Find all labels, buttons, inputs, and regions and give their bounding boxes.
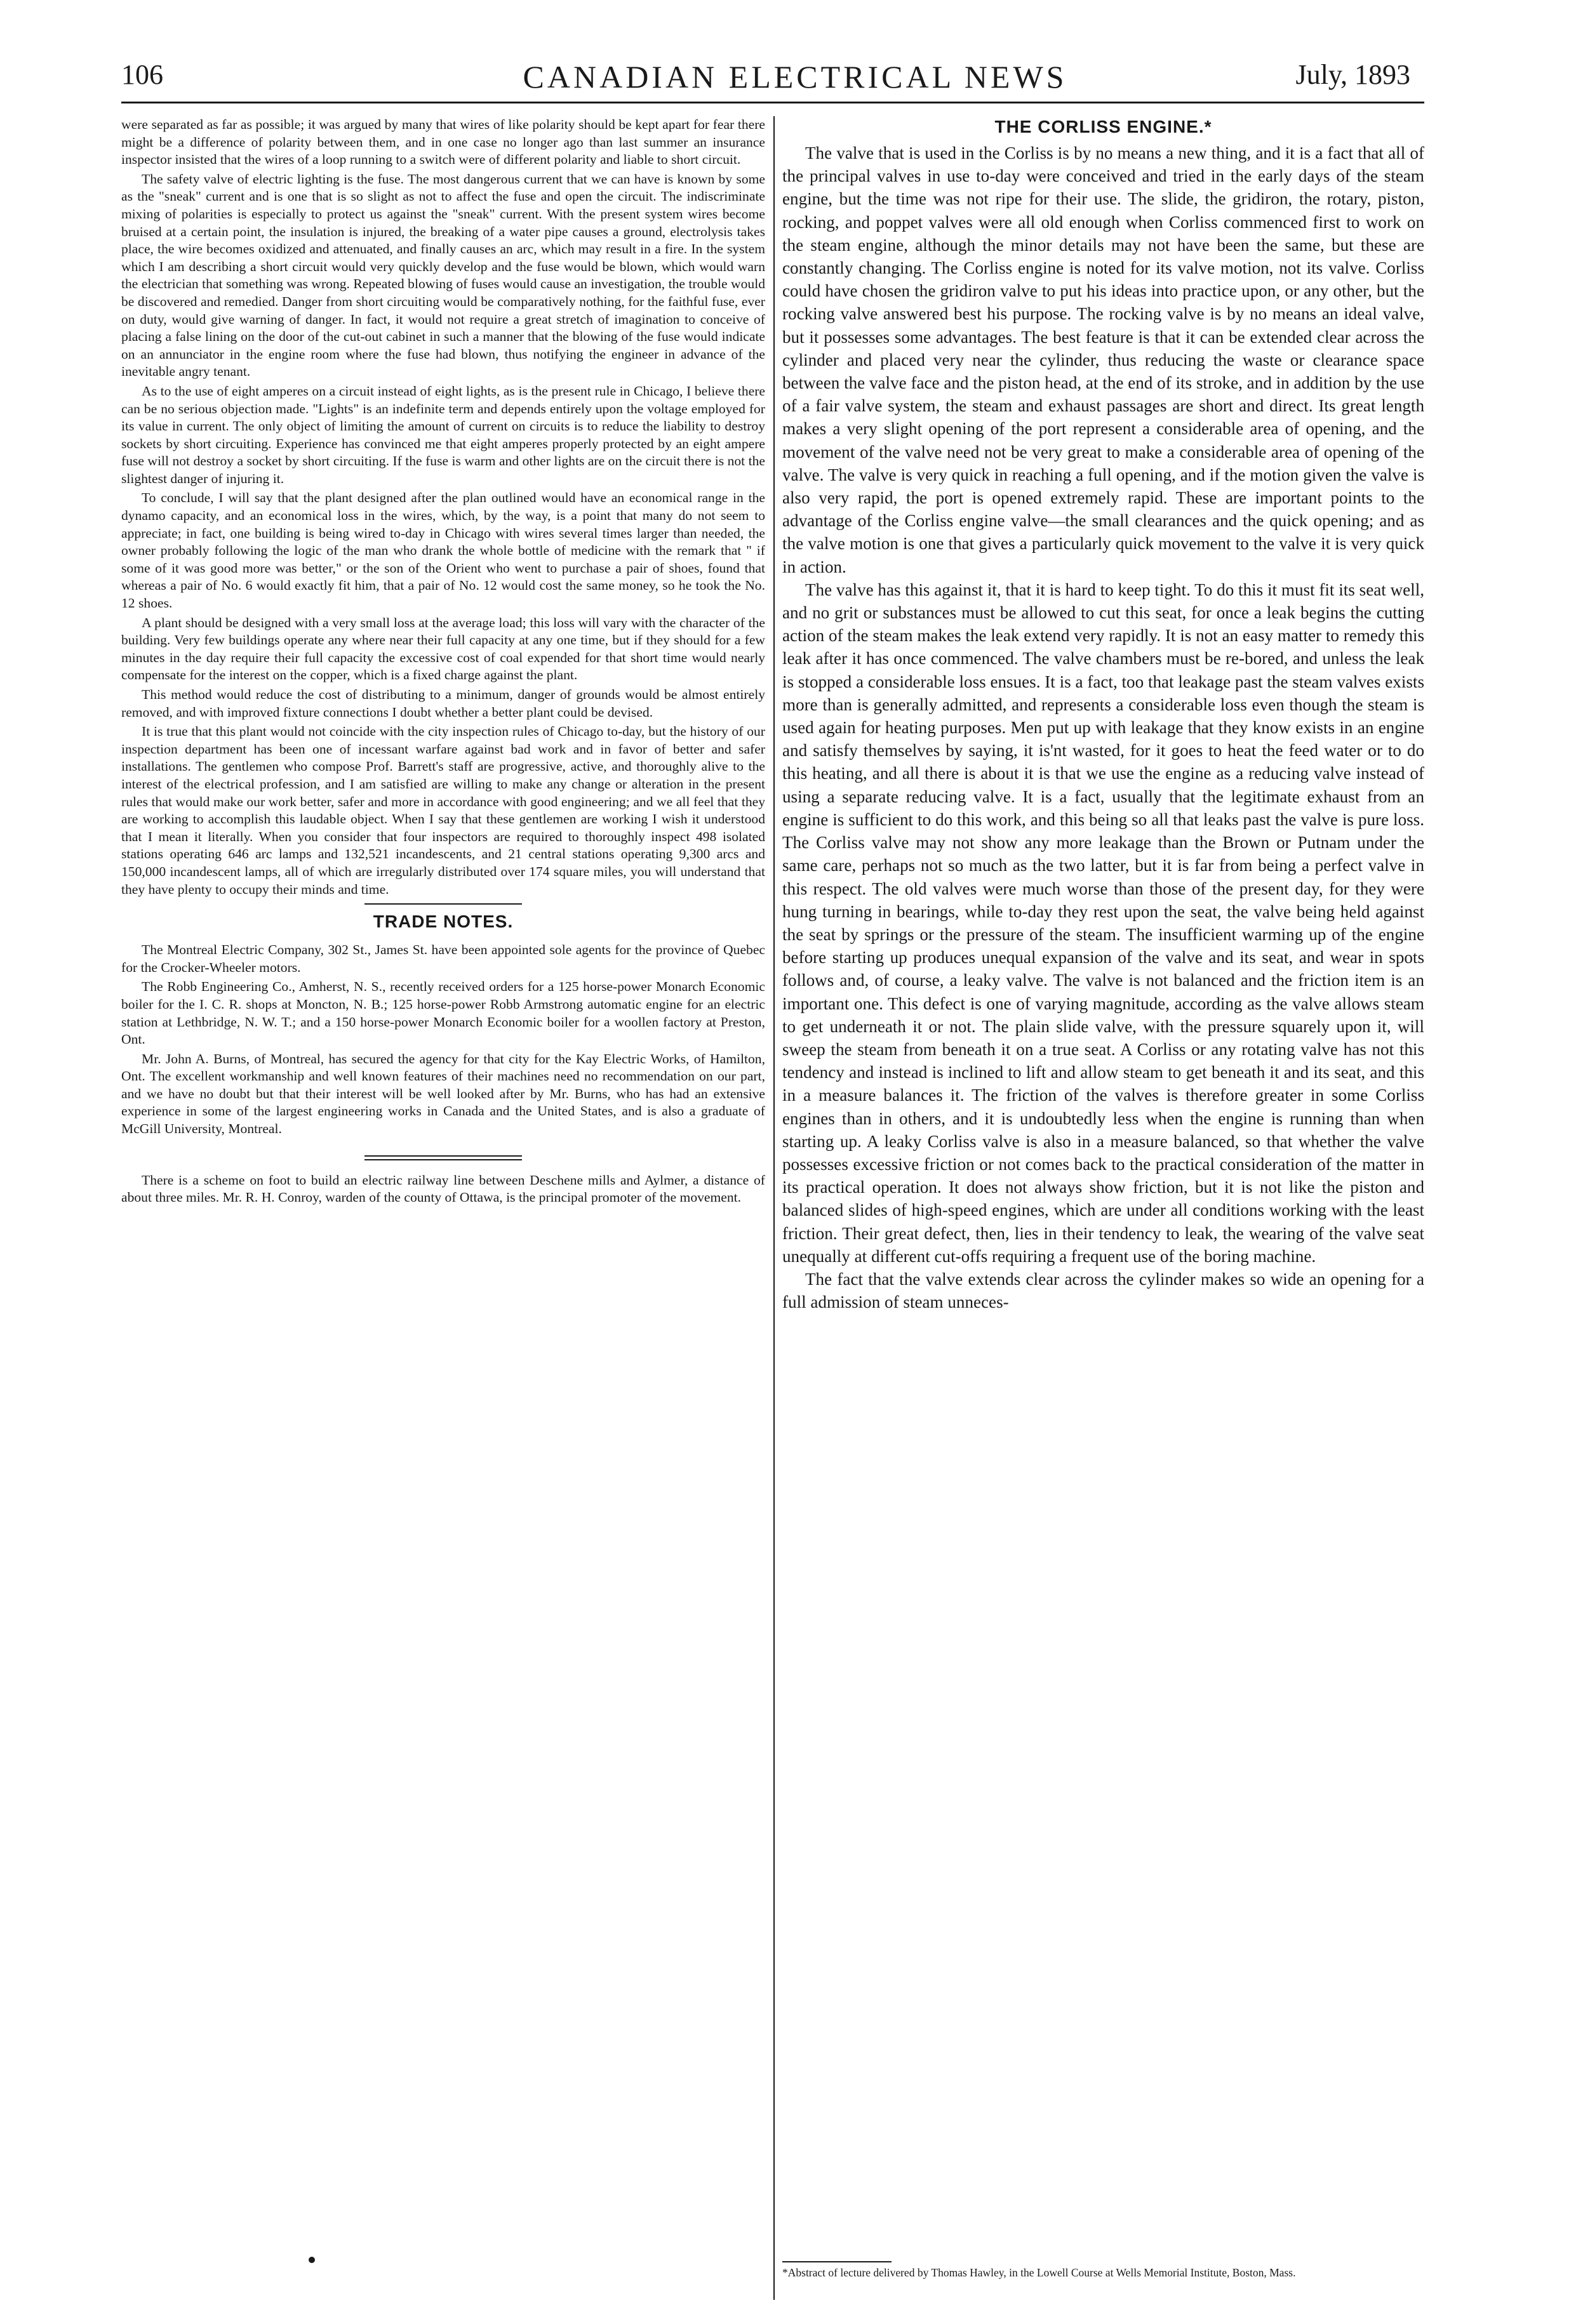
header-rule	[121, 102, 1424, 103]
article-paragraph: The fact that the valve extends clear across the cylinder makes so wide an opening for a full admission of steam unneces-	[782, 1269, 1424, 1312]
left-paragraph: A plant should be designed with a very small loss at the average load; this loss will vary with the character of the building. Very few buildings operate any where near their full capacity at any one time, but if they should for a few minutes in the day require their full capacity the excessive cost of coal expended for that short time would nearly compensate for the interest on the copper, which is a fixed charge against the plant.	[121, 614, 765, 683]
print-speck	[309, 2257, 315, 2263]
footnote-rule	[782, 2261, 892, 2262]
right-column	[782, 116, 1424, 1313]
left-paragraph: It is true that this plant would not coincide with the city inspection rules of Chicago to-day, but the history of our inspection department has been one of incessant warfare against bad work and in favor of better and safer installations. The gentlemen who compose Prof. Barrett's staff are progressive, active, and thoroughly alive to the interest of the electrical profession, and I am satisfied are willing to make any change or alteration in the present rules that would make our work better, safer and more in accordance with good engineering; and we all feel that they are working to accomplish this laudable object. When I say that these gentlemen are working I wish it understood that I mean it literally. When you consider that four inspectors are required to thoroughly inspect 498 isolated stations operating 646 arc lamps and 132,521 incandescents, and 21 central stations operating 9,300 arcs and 150,000 incandescent lamps, all of which are irregularly distributed over 174 square miles, you will understand that they have plenty to occupy their minds and time.	[121, 724, 765, 897]
left-paragraph: As to the use of eight amperes on a circuit instead of eight lights, as is the present rule in Chicago, I believe there can be no serious objection made. "Lights" is an indefinite term and depends entirely upon the voltage employed for its value in current. The only object of limiting the amount of current on circuits is to reduce the liability to destroy sockets by short circuiting. Experience has convinced me that eight amperes properly protected by an eight ampere fuse will not destroy a socket by short circuiting. If the fuse is warm and other lights are on the circuit there is not the slightest danger of injuring it.	[121, 383, 765, 486]
trade-note: The Robb Engineering Co., Amherst, N. S., recently received orders for a 125 horse-power Monarch Economic boiler for the I. C. R. shops at Moncton, N. B.; 125 horse-power Robb Armstrong automatic engine for an electric station at Lethbridge, N. W. T.; and a 150 horse-power Monarch Economic boiler for a woollen factory at Preston, Ont.	[121, 979, 765, 1047]
left-paragraph: The safety valve of electric lighting is the fuse. The most dangerous current that we can have is known by some as the "sneak" current and is one that is so slight as not to affect the fuse and open the circuit. The indiscriminate mixing of polarities is especially to protect us against the "sneak" current. With the present system wires become bruised at a certain point, the insulation is injured, the breaking of a water pipe causes a ground, electrolysis takes place, the wire becomes oxidized and attenuated, and finally causes an arc, which may result in a fire. In the system which I am describing a short circuit would very quickly develop and the fuse would be blown, which would warn the electrician that something was wrong. Repeated blowing of fuses would cause an investigation, the trouble would be discovered and remedied. Danger from short circuiting would be comparatively nothing, for the faithful fuse, ever on duty, would give warning of danger. In fact, it would not require a great stretch of imagination to conceive of placing a false lining on the door of the cut-out cabinet in such a manner that the blowing of the fuse would indicate on an annunciator in the engine room where the fuse had blown, thus notifying the engineer in advance of the inevitable angry tenant.	[121, 171, 765, 380]
column-divider	[773, 116, 775, 2300]
article-paragraph: The valve that is used in the Corliss is by no means a new thing, and it is a fact that all of the principal valves in use to-day were conceived and tried in the early days of the steam engine, but the time was not ripe for their use. The slide, the gridiron, the rotary, piston, rocking, and poppet valves were all old enough when Corliss commenced first to work on the steam engine, although the minor details may not have been the same, but these are constantly changing. The Corliss engine is noted for its valve motion, not its valve. Corliss could have chosen the gridiron valve to put his ideas into practice upon, or any other, but the rocking valve answered best his purpose. The rocking valve is by no means an ideal valve, but it possesses some advantages. The best feature is that it can be extended clear across the cylinder and placed very near the cylinder, thus reducing the waste or clearance space between the valve face and the piston head, at the end of its stroke, and in addition by the use of a fair valve system, the steam and exhaust passages are short and direct. Its great length makes a very slight opening of the port represent a considerable area of opening, and the movement of the valve need not be very great to make a considerable area of opening of the valve. The valve is very quick in reaching a full opening, and if the motion given the valve is also very rapid, the port is opened extremely rapid. These are important points to the advantage of the Corliss engine valve—the small clearances and the quick opening; and as the valve motion is one that gives a particularly quick movement to the valve it is very quick in action.	[782, 143, 1424, 576]
double-rule	[364, 1155, 522, 1160]
trade-notes-title: TRADE NOTES.	[373, 912, 514, 932]
left-column	[121, 116, 765, 1209]
page-number: 106	[121, 59, 163, 90]
section-rule	[364, 903, 522, 905]
masthead: CANADIAN ELECTRICAL NEWS	[523, 59, 1067, 95]
issue-date: July, 1893	[1295, 59, 1410, 90]
left-paragraph: This method would reduce the cost of distributing to a minimum, danger of grounds would be almost entirely removed, and with improved fixture connections I doubt whether a better plant could be devised.	[121, 687, 765, 720]
left-paragraph: were separated as far as possible; it was argued by many that wires of like polarity should be kept apart for fear there might be a difference of polarity between them, and in one case no longer ago than last summer an insurance inspector insisted that the wires of a loop running to a switch were of different polarity and liable to short circuit.	[121, 117, 765, 168]
footnote: *Abstract of lecture delivered by Thomas Hawley, in the Lowell Course at Wells Memorial Institute, Boston, Mass.	[782, 2266, 1296, 2279]
left-paragraph: To conclude, I will say that the plant designed after the plan outlined would have an economical range in the dynamo capacity, and an economical loss in the wires, which, by the way, is a point that many do not seem to appreciate; in fact, one building is being wired to-day in Chicago with wires several times larger than needed, the owner probably following the logic of the man who drank the whole bottle of medicine with the remark that " if some of it was good more was better," or the son of the Orient who went to purchase a pair of shoes, found that whereas a pair of No. 6 would exactly fit him, that a pair of No. 12 would cost the same money, so he took the No. 12 shoes.	[121, 490, 765, 611]
article-paragraph: The valve has this against it, that it is hard to keep tight. To do this it must fit its seat well, and no grit or substances must be allowed to cut this seat, for once a leak begins the cutting action of the steam makes the leak extend very rapidly. It is not an easy matter to remedy this leak after it has once commenced. The valve chambers must be re-bored, and unless the leak is stopped a considerable loss ensues. It is a fact, too that leakage past the steam valves exists more than is generally admitted, and represents a considerable loss even though the steam is used again for heating purposes. Men put up with leakage that they know exists in an engine and satisfy themselves by saying, it is'nt wasted, for it goes to heat the feed water or to do this heating, and all there is about it is that we use the engine as a reducing valve instead of using a separate reducing valve. It is a fact, usually that the legitimate exhaust from an engine is sufficient to do this work, and this being so all that leaks past the valve is pure loss. The Corliss valve may not show any more leakage than the Brown or Putnam under the same care, perhaps not so much as the two latter, but it is far from being a perfect valve in this respect. The old valves were much worse than those of the present day, for they were hung turning in bearings, while to-day they rest upon the seat, the valve being held against the seat by springs or the pressure of the steam. The insufficient warming up of the engine before starting up produces unequal expansion of the valve and its seat, and wear in spots follows and, of course, a leaky valve. The valve is not balanced and the friction item is an important one. This defect is one of varying magnitude, according as the valve allows steam to get underneath it or not. The plain slide valve, with the pressure squarely upon it, will sweep the steam from beneath it on a true seat. A Corliss or any rotating valve has not this tendency and instead is inclined to lift and allow steam to get beneath it and its seat, and this in a measure balances it. The friction of the valves is therefore greater in some Corliss engines than in others, and it is undoubtedly less when the engine is running than when starting up. A leaky Corliss valve is also in a measure balanced, so that whether the valve possesses excessive friction or not comes back to the practical consideration of the matter in its practical operation. It does not always show friction, but it is not like the piston and balanced slides of high-speed engines, which are under all conditions working with the least friction. Their great defect, then, lies in their tendency to leak, the wearing of the valve seat unequally at different cut-offs requiring a frequent use of the boring machine.	[782, 580, 1424, 1266]
trade-note: Mr. John A. Burns, of Montreal, has secured the agency for that city for the Kay Electric Works, of Hamilton, Ont. The excellent workmanship and well known features of their machines need no recommendation on our part, and we have no doubt but that their interest will be well looked after by Mr. Burns, who has had an extensive experience in some of the largest engineering works in Canada and the United States, and is also a graduate of McGill University, Montreal.	[121, 1051, 765, 1137]
railway-note: There is a scheme on foot to build an electric railway line between Deschene mills and Aylmer, a distance of about three miles. Mr. R. H. Conroy, warden of the county of Ottawa, is the principal promoter of the movement.	[121, 1172, 765, 1205]
trade-note: The Montreal Electric Company, 302 St., James St. have been appointed sole agents for the province of Quebec for the Crocker-Wheeler motors.	[121, 942, 765, 975]
article-title: THE CORLISS ENGINE.*	[994, 117, 1212, 136]
